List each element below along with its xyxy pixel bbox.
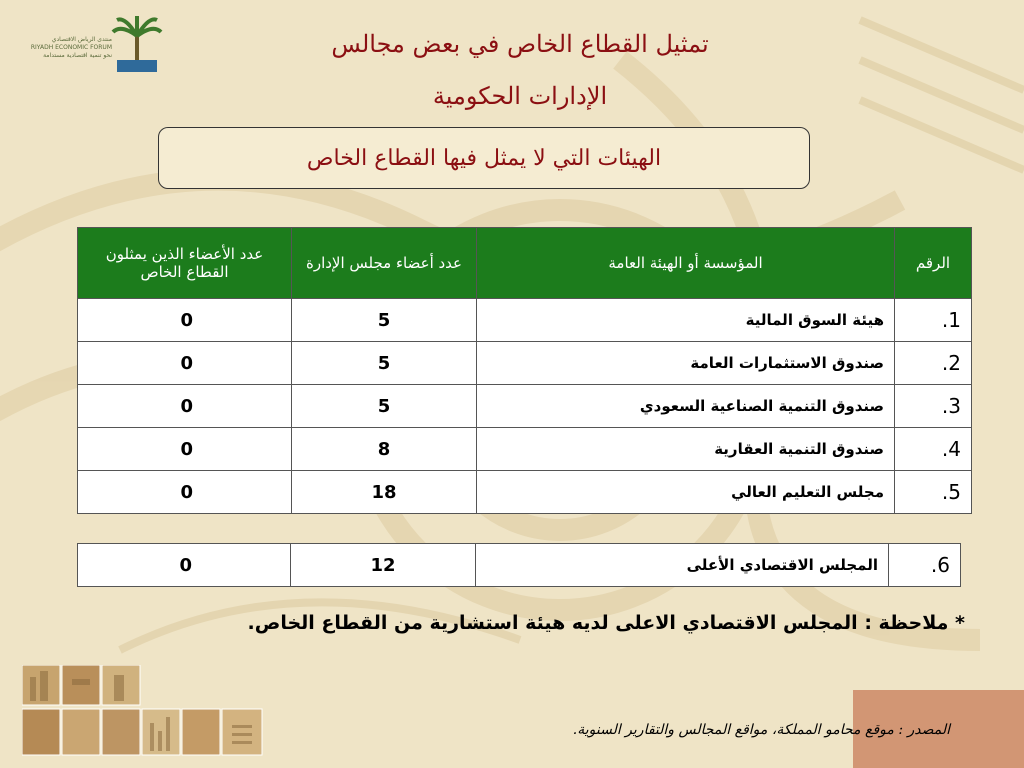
row-board-members: 5 [292,342,477,385]
row-board-members: 8 [292,428,477,471]
forum-logo [28,14,163,76]
source-text: المصدر : موقع محامو المملكة، مواقع المجالس والتقارير السنوية. [572,722,950,738]
row-private-members: 0 [78,299,292,342]
row-board-members: 12 [291,544,476,587]
extra-institution-table [77,543,961,587]
row-institution: هيئة السوق المالية [477,299,895,342]
row-private-members: 0 [78,342,292,385]
table-header-row [78,228,972,299]
header-institution: المؤسسة أو الهيئة العامة [477,228,895,299]
row-institution: المجلس الاقتصادي الأعلى [476,544,889,587]
logo-text-english: RIYADH ECONOMIC FORUM [30,44,112,51]
row-board-members: 18 [292,471,477,514]
row-institution: مجلس التعليم العالي [477,471,895,514]
row-private-members: 0 [78,428,292,471]
header-private-members: عدد الأعضاء الذين يمثلون القطاع الخاص [78,228,292,299]
row-board-members: 5 [292,299,477,342]
decorative-thumbnails [22,665,272,757]
header-board-members: عدد أعضاء مجلس الإدارة [292,228,477,299]
header-number: الرقم [895,228,972,299]
logo-text [28,36,112,60]
page-title-line2: الإدارات الحكومية [432,82,608,110]
row-number: 4. [895,428,972,471]
page-title-line1: تمثيل القطاع الخاص في بعض مجالس [331,30,709,58]
table-row [78,299,972,342]
row-number: 3. [895,385,972,428]
row-number: 2. [895,342,972,385]
row-institution: صندوق التنمية الصناعية السعودي [477,385,895,428]
table-row [78,471,972,514]
table-row [78,428,972,471]
row-number: 6. [889,544,961,587]
note-text: * ملاحظة : المجلس الاقتصادي الاعلى لديه هيئة استشارية من القطاع الخاص. [247,612,965,634]
row-institution: صندوق التنمية العقارية [477,428,895,471]
table-row [78,544,961,587]
institutions-table [77,227,972,514]
table-row [78,342,972,385]
row-institution: صندوق الاستثمارات العامة [477,342,895,385]
row-private-members: 0 [78,385,292,428]
logo-tagline: نحو تنمية اقتصادية مستدامة [43,52,112,59]
logo-text-arabic: منتدى الرياض الاقتصادي [51,36,112,43]
table-row [78,385,972,428]
row-number: 5. [895,471,972,514]
row-private-members: 0 [78,544,291,587]
subtitle-box [158,127,810,189]
row-number: 1. [895,299,972,342]
row-private-members: 0 [78,471,292,514]
subtitle-text: الهيئات التي لا يمثل فيها القطاع الخاص [306,145,662,171]
row-board-members: 5 [292,385,477,428]
palm-tree-logo-icon [111,14,163,74]
